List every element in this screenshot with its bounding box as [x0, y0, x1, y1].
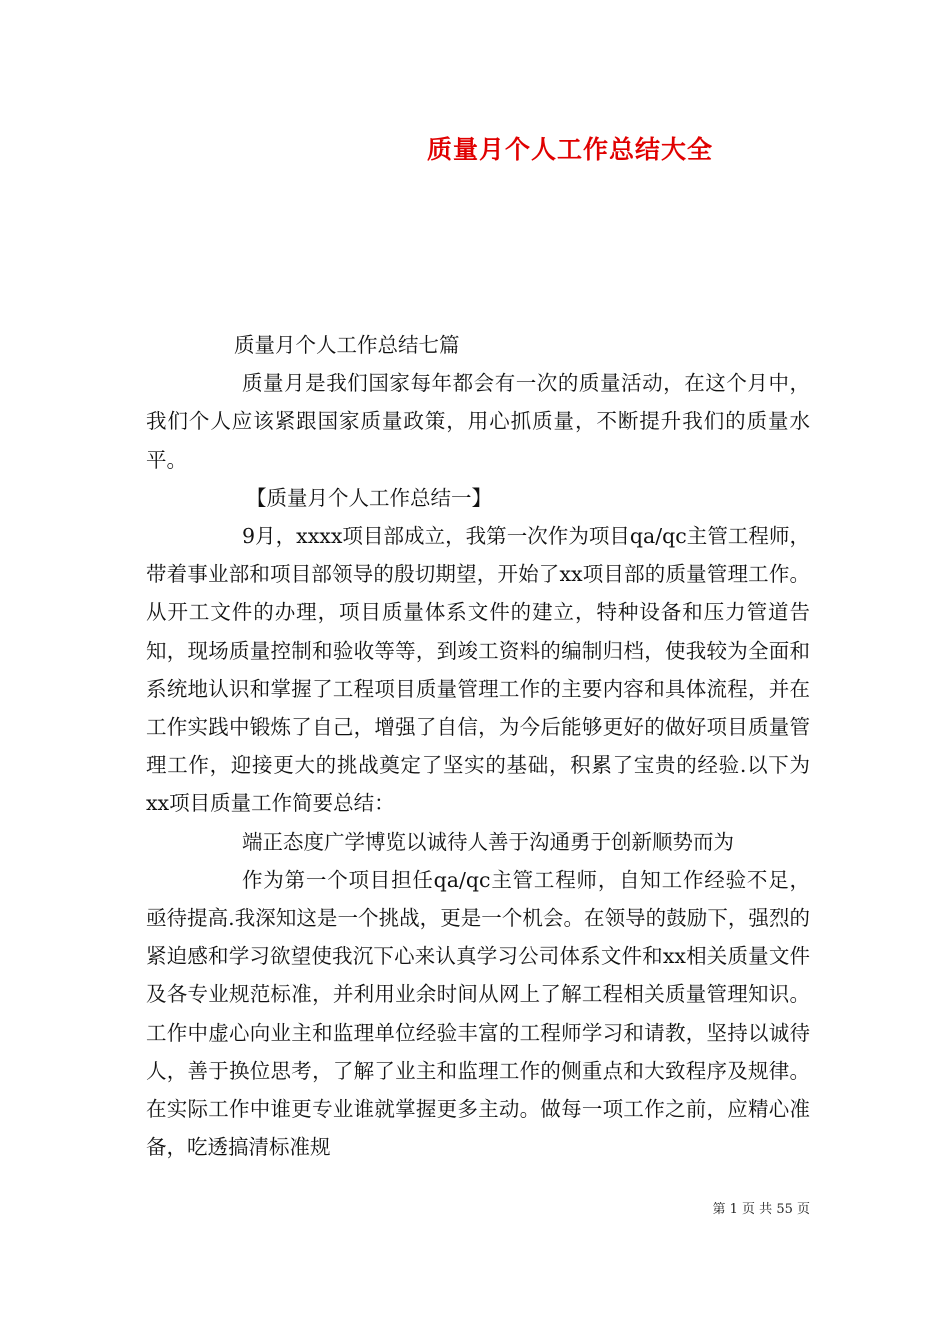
body-paragraph-2: 作为第一个项目担任qa/qc主管工程师，自知工作经验不足，亟待提高.我深知这是一个挑战，更是一个机会。在领导的鼓励下，强烈的紧迫感和学习欲望使我沉下心来认真学习公司体系文件和xx相关质量文件及各专业规范标准，并利用业余时间从网上了解工程相关质量管理知识。工作中虚心向业主和监理单位经验丰富的工程师学习和请教，坚持以诚待人，善于换位思考，了解了业主和监理工作的侧重点和大致程序及规律。在实际工作中谁更专业谁就掌握更多主动。做每一项工作之前，应精心准备，吃透搞清标准规 [146, 867, 810, 1160]
document-subtitle: 质量月个人工作总结七篇 [234, 333, 460, 357]
body-paragraph-1: 9月，xxxx项目部成立，我第一次作为项目qa/qc主管工程师，带着事业部和项目部领导的殷切期望，开始了xx项目部的质量管理工作。从开工文件的办理，项目质量体系文件的建立，特种设备和压力管道告知，现场质量控制和验收等等，到竣工资料的编制归档，使我较为全面和系统地认识和掌握了工程项目质量管理工作的主要内容和具体流程，并在工作实践中锻炼了自己，增强了自信，为今后能够更好的做好项目质量管理工作，迎接更大的挑战奠定了坚实的基础，积累了宝贵的经验.以下为xx项目质量工作简要总结： [146, 524, 810, 816]
page-number-footer: 第 1 页 共 55 页 [712, 1202, 810, 1217]
intro-paragraph: 质量月是我们国家每年都会有一次的质量活动，在这个月中，我们个人应该紧跟国家质量政策，用心抓质量，不断提升我们的质量水平。 [146, 371, 810, 472]
document-body [146, 326, 810, 1166]
page-title: 质量月个人工作总结大全 [426, 135, 713, 164]
section-heading: 【质量月个人工作总结一】 [246, 485, 492, 510]
motto-line: 端正态度广学博览以诚待人善于沟通勇于创新顺势而为 [242, 829, 734, 854]
